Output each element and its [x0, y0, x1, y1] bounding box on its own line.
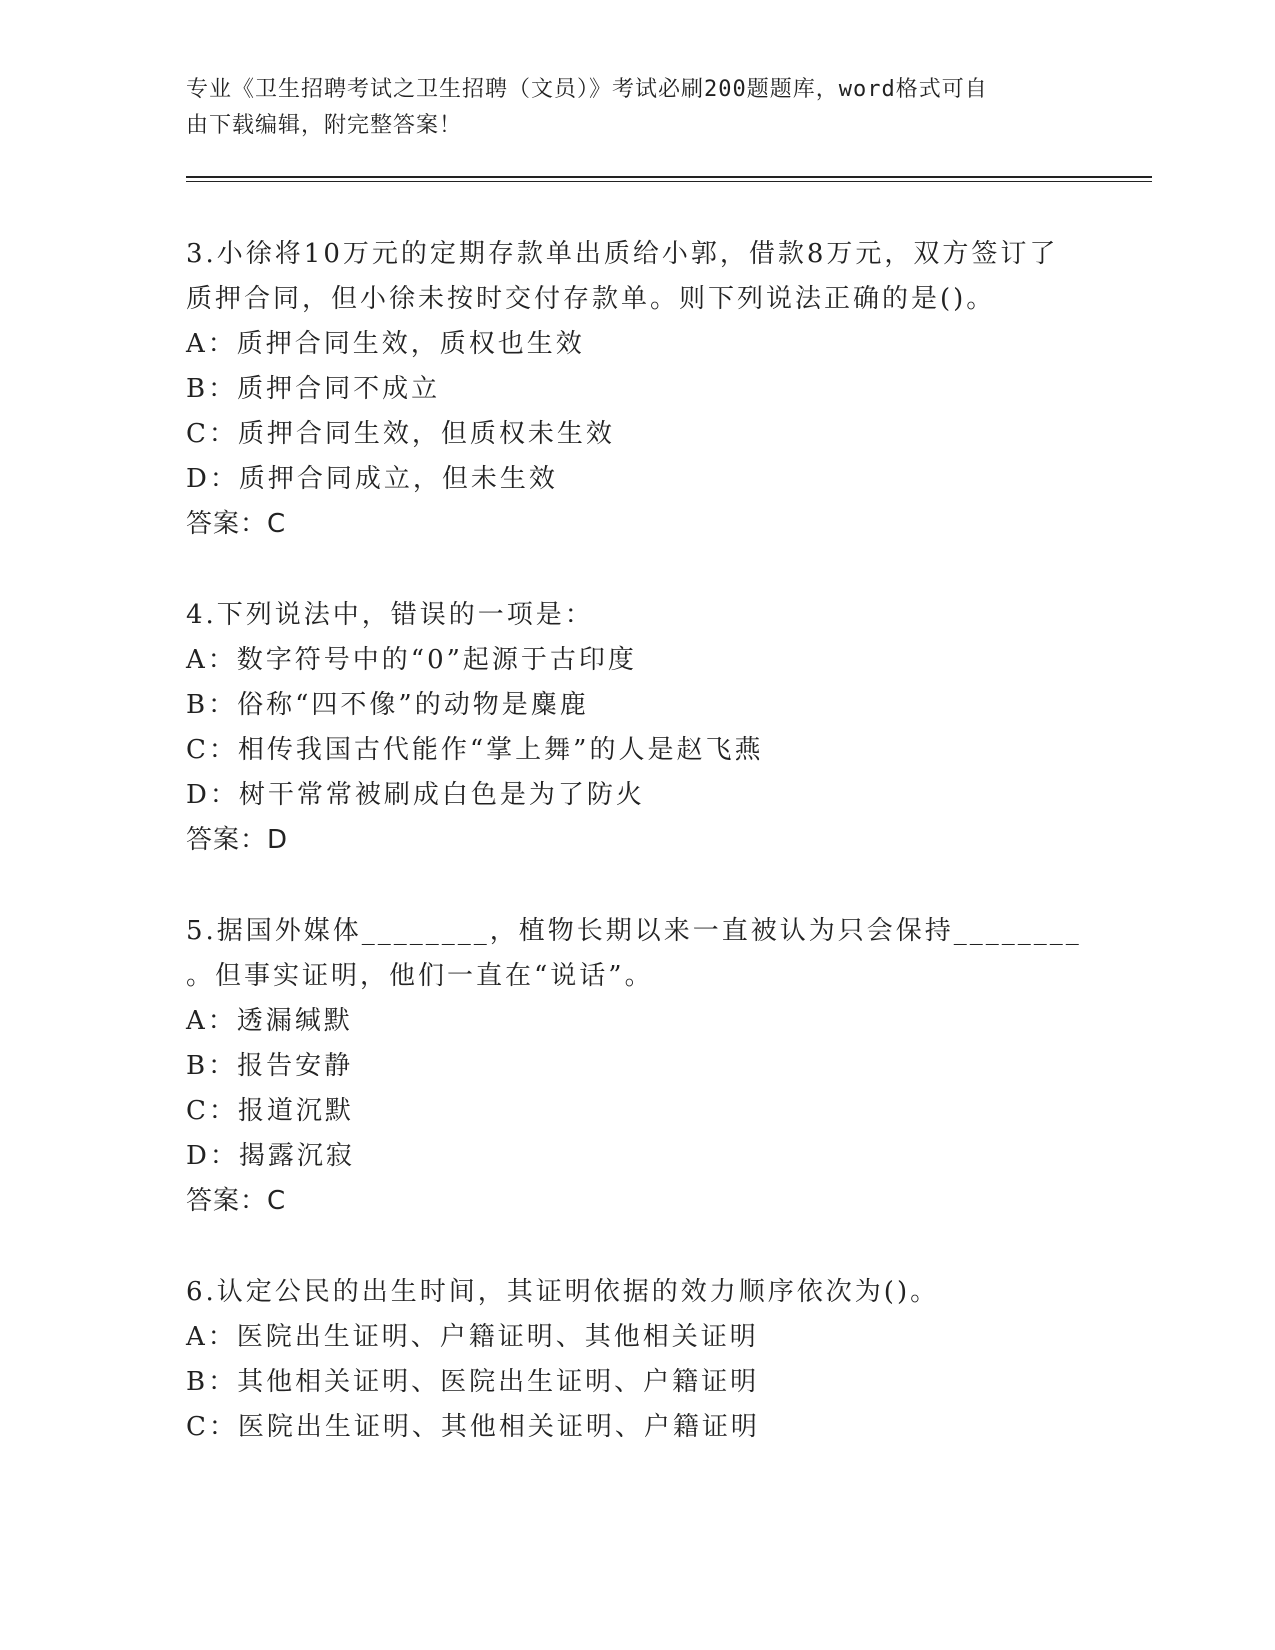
option-b: B：其他相关证明、医院出生证明、户籍证明 [186, 1367, 760, 1397]
option-c: C：相传我国古代能作“掌上舞”的人是赵飞燕 [186, 735, 764, 765]
option-b: B：报告安静 [186, 1051, 354, 1081]
option-a: A：透漏缄默 [186, 1006, 353, 1036]
header-line-2: 由下载编辑，附完整答案！ [186, 113, 463, 138]
option-c: C：医院出生证明、其他相关证明、户籍证明 [186, 1412, 760, 1442]
option-d: D：质押合同成立，但未生效 [186, 464, 558, 494]
option-c: C：报道沉默 [186, 1096, 354, 1126]
header-divider-thin [186, 181, 1152, 182]
answer-line: 答案：C [186, 1186, 287, 1216]
option-a: A：数字符号中的“0”起源于古印度 [186, 645, 637, 675]
question-stem-line: 6.认定公民的出生时间，其证明依据的效力顺序依次为()。 [186, 1277, 940, 1307]
answer-line: 答案：D [186, 825, 289, 855]
question-4 [186, 593, 1086, 863]
question-stem-line: 4.下列说法中，错误的一项是： [186, 600, 594, 630]
option-b: B：俗称“四不像”的动物是麋鹿 [186, 690, 589, 720]
option-d: D：揭露沉寂 [186, 1141, 355, 1171]
option-a: A：质押合同生效，质权也生效 [186, 329, 585, 359]
question-stem-line: 5.据国外媒体________，植物长期以来一直被认为只会保持________ [186, 916, 1082, 946]
document-header [186, 72, 1066, 144]
question-5 [186, 909, 1086, 1224]
question-6 [186, 1270, 1086, 1450]
option-a: A：医院出生证明、户籍证明、其他相关证明 [186, 1322, 759, 1352]
header-divider-thick [186, 176, 1152, 178]
option-d: D：树干常常被刷成白色是为了防火 [186, 780, 645, 810]
option-c: C：质押合同生效，但质权未生效 [186, 419, 615, 449]
question-stem-line: 质押合同，但小徐未按时交付存款单。则下列说法正确的是()。 [186, 284, 996, 314]
header-line-1: 专业《卫生招聘考试之卫生招聘（文员）》考试必刷200题题库，word格式可自 [186, 77, 988, 102]
question-list [186, 232, 1086, 1496]
question-stem-line: 3.小徐将10万元的定期存款单出质给小郭，借款8万元，双方签订了 [186, 239, 1059, 269]
answer-line: 答案：C [186, 509, 287, 539]
question-3 [186, 232, 1086, 547]
question-stem-line: 。但事实证明，他们一直在“说话”。 [186, 961, 654, 991]
option-b: B：质押合同不成立 [186, 374, 441, 404]
